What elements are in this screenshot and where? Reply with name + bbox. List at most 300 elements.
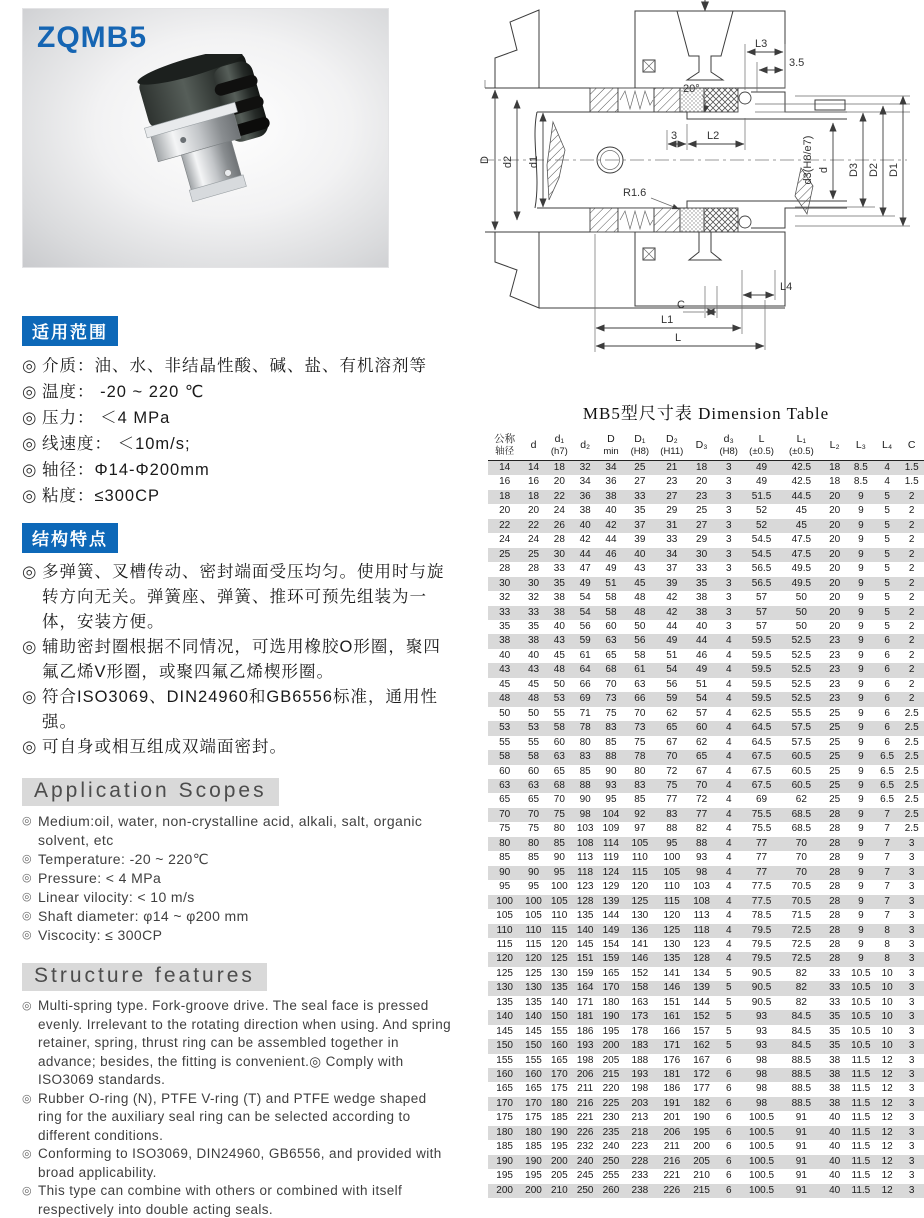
table-cell: 70: [780, 837, 822, 851]
table-cell: 150: [488, 1039, 521, 1053]
table-cell: 152: [631, 967, 649, 979]
table-cell: 175: [550, 1083, 568, 1095]
table-cell: 2: [908, 505, 915, 517]
table-cell: 240: [602, 1141, 620, 1153]
bullet-icon: ◎: [22, 929, 32, 941]
column-header: D₁ (H8): [625, 432, 656, 461]
table-row: [488, 620, 924, 634]
table-cell: 16: [527, 476, 540, 488]
column-header: d₃ (H8): [715, 432, 743, 461]
table-cell: 6: [725, 1083, 732, 1095]
table-cell: 28: [822, 952, 847, 966]
table-cell: 232: [576, 1141, 594, 1153]
table-cell: 43: [488, 663, 521, 677]
table-cell: 88.5: [780, 1097, 822, 1111]
table-cell: 240: [573, 1155, 598, 1169]
table-cell: 9: [858, 852, 864, 864]
table-cell: 9: [847, 895, 875, 909]
table-cell: 6: [884, 678, 890, 690]
bullet-icon: ◎: [22, 357, 38, 375]
table-cell: 50: [553, 678, 565, 690]
table-cell: 84.5: [780, 1010, 822, 1024]
table-cell: 152: [688, 1010, 714, 1024]
table-cell: 245: [576, 1170, 594, 1182]
table-cell: 33: [829, 967, 841, 979]
table-cell: 28: [822, 837, 847, 851]
table-cell: 28: [822, 895, 847, 909]
table-cell: 2: [908, 592, 915, 604]
table-cell: 7: [875, 808, 900, 822]
list-item: [22, 635, 454, 685]
table-cell: 70: [688, 779, 714, 793]
table-cell: 55: [553, 707, 565, 719]
table-cell: 70: [634, 707, 646, 719]
column-header: d: [521, 432, 546, 461]
table-row: [488, 793, 924, 807]
table-cell: 205: [688, 1155, 714, 1169]
table-row: [488, 736, 924, 750]
table-cell: 11.5: [847, 1184, 875, 1198]
features-cn-list: [22, 560, 454, 760]
table-row: [488, 996, 924, 1010]
table-cell: 4: [715, 779, 743, 793]
table-cell: 20: [822, 548, 847, 562]
table-cell: 88: [573, 779, 598, 793]
table-cell: 159: [576, 967, 594, 979]
table-cell: 216: [655, 1155, 688, 1169]
table-cell: 238: [625, 1184, 656, 1198]
column-header: L₃: [847, 432, 875, 461]
table-cell: 9: [858, 678, 864, 690]
table-cell: 40: [829, 1170, 841, 1182]
table-cell: 63: [521, 779, 546, 793]
list-item: [22, 685, 454, 735]
table-cell: 46: [597, 548, 624, 562]
table-cell: 115: [546, 924, 573, 938]
table-cell: 52.5: [780, 663, 822, 677]
table-cell: 73: [597, 692, 624, 706]
table-cell: 140: [573, 924, 598, 938]
table-cell: 4: [725, 794, 732, 806]
table-cell: 90: [553, 852, 565, 864]
table-cell: 165: [550, 1054, 568, 1066]
table-cell: 5: [725, 996, 732, 1008]
table-cell: 171: [576, 996, 594, 1008]
table-cell: 67.5: [743, 750, 781, 764]
table-cell: 78: [573, 721, 598, 735]
table-cell: 2.5: [904, 765, 919, 777]
table-row: [488, 475, 924, 489]
table-cell: 10.5: [847, 1010, 875, 1024]
table-cell: 45: [499, 678, 511, 690]
table-cell: 70: [521, 808, 546, 822]
table-cell: 206: [573, 1068, 598, 1082]
table-cell: 48: [625, 606, 656, 620]
table-cell: 20: [696, 476, 708, 488]
table-cell: 5: [725, 1025, 732, 1037]
table-cell: 3: [715, 519, 743, 533]
table-cell: 12: [875, 1097, 900, 1111]
table-cell: 200: [488, 1184, 521, 1198]
table-cell: 88.5: [791, 1083, 812, 1095]
list-item: [22, 457, 454, 483]
table-cell: 6: [875, 634, 900, 648]
table-cell: 72: [666, 765, 678, 777]
table-cell: 9: [847, 663, 875, 677]
table-cell: 44.5: [780, 490, 822, 504]
table-cell: 77.5: [751, 881, 772, 893]
table-cell: 47.5: [780, 548, 822, 562]
table-cell: 250: [573, 1184, 598, 1198]
table-title-cn: MB5型尺寸表: [582, 404, 693, 423]
table-cell: 100: [550, 881, 568, 893]
table-cell: 85: [579, 765, 591, 777]
table-cell: 2: [908, 534, 915, 546]
table-cell: 93: [743, 1039, 781, 1053]
table-cell: 43: [546, 634, 573, 648]
table-cell: 78: [625, 750, 656, 764]
table-cell: 195: [550, 1141, 568, 1153]
table-cell: 45: [780, 519, 822, 533]
table-cell: 140: [488, 1010, 521, 1024]
table-cell: 65: [553, 765, 565, 777]
table-cell: 11.5: [851, 1083, 871, 1095]
table-cell: 10.5: [851, 967, 871, 979]
table-cell: 82: [780, 981, 822, 995]
table-cell: 185: [525, 1141, 542, 1153]
table-cell: 40: [625, 548, 656, 562]
table-cell: 130: [521, 981, 546, 995]
table-cell: 11.5: [851, 1054, 871, 1066]
table-cell: 48: [634, 592, 646, 604]
table-cell: 150: [521, 1039, 546, 1053]
table-cell: 4: [715, 721, 743, 735]
table-row: [488, 1126, 924, 1140]
table-cell: 125: [546, 952, 573, 966]
table-row: [488, 577, 924, 591]
table-cell: 69: [755, 794, 768, 806]
table-cell: 5: [875, 490, 900, 504]
table-cell: 77.5: [743, 895, 781, 909]
table-cell: 129: [602, 881, 620, 893]
table-cell: 28: [829, 910, 841, 922]
table-row: [488, 663, 924, 677]
table-cell: 28: [822, 808, 847, 822]
table-cell: 6: [715, 1184, 743, 1198]
table-cell: 4: [715, 808, 743, 822]
table-cell: 23: [829, 649, 841, 661]
table-cell: 6: [725, 1141, 732, 1153]
list-item: [22, 353, 454, 379]
table-cell: 32: [527, 592, 540, 604]
table-cell: 28: [822, 924, 847, 938]
table-cell: 140: [521, 1010, 546, 1024]
table-cell: 90: [579, 794, 591, 806]
table-cell: 120: [521, 952, 546, 966]
table-cell: 18: [521, 490, 546, 504]
list-item-text: Pressure: < 4 MPa: [38, 870, 162, 886]
table-cell: 12: [881, 1083, 893, 1095]
table-cell: 195: [525, 1170, 542, 1182]
table-cell: 216: [573, 1097, 598, 1111]
table-cell: 4: [715, 895, 743, 909]
table-cell: 83: [655, 808, 688, 822]
table-cell: 33: [553, 563, 565, 575]
table-cell: 60.5: [780, 750, 822, 764]
section-title-features-en: Structure features: [22, 963, 267, 991]
table-cell: 158: [625, 981, 656, 995]
table-cell: 10.5: [851, 1025, 871, 1037]
table-cell: 38: [822, 1068, 847, 1082]
table-cell: 14: [521, 461, 546, 476]
table-cell: 79.5: [751, 938, 772, 950]
table-cell: 90: [521, 866, 546, 880]
table-cell: 80: [488, 837, 521, 851]
table-cell: 20: [829, 534, 841, 546]
column-header: L (±0.5): [743, 432, 781, 461]
column-header: D₃: [688, 432, 714, 461]
table-cell: 44: [573, 548, 598, 562]
table-cell: 22: [546, 490, 573, 504]
table-cell: 25: [829, 736, 841, 748]
table-cell: 83: [625, 779, 656, 793]
list-item: [22, 1145, 454, 1182]
table-cell: 88.5: [791, 1054, 812, 1066]
table-cell: 54: [688, 692, 714, 706]
table-cell: 167: [693, 1054, 710, 1066]
table-cell: 205: [602, 1054, 620, 1066]
dimension-table-section: [488, 399, 924, 1198]
table-cell: 22: [521, 519, 546, 533]
table-cell: 25: [822, 750, 847, 764]
table-cell: 113: [693, 910, 710, 922]
table-cell: 40: [822, 1126, 847, 1140]
table-cell: 9: [847, 866, 875, 880]
table-cell: 85: [499, 852, 511, 864]
table-cell: 59.5: [751, 678, 772, 690]
table-cell: 10: [875, 1010, 900, 1024]
table-cell: 4: [725, 678, 732, 690]
table-cell: 170: [546, 1068, 573, 1082]
table-cell: 3: [899, 1155, 924, 1169]
table-cell: 9: [858, 736, 864, 748]
table-cell: 151: [573, 952, 598, 966]
table-row: [488, 1082, 924, 1096]
table-cell: 6: [884, 649, 890, 661]
table-cell: 5: [715, 1010, 743, 1024]
table-cell: 10: [875, 981, 900, 995]
table-cell: 79.5: [743, 924, 781, 938]
table-cell: 52.5: [791, 649, 812, 661]
table-cell: 181: [573, 1010, 598, 1024]
table-cell: 10: [875, 1039, 900, 1053]
table-cell: 6: [715, 1126, 743, 1140]
table-cell: 95: [546, 866, 573, 880]
table-cell: 70: [655, 750, 688, 764]
table-cell: 28: [829, 881, 841, 893]
list-item: [22, 997, 454, 1090]
table-cell: 35: [688, 577, 714, 591]
table-row: [488, 808, 924, 822]
table-cell: 3: [908, 938, 915, 950]
list-item: [22, 379, 454, 405]
table-cell: 11.5: [847, 1155, 875, 1169]
list-item: [22, 926, 454, 945]
table-cell: 20: [527, 505, 540, 517]
table-cell: 6.5: [875, 779, 900, 793]
table-cell: 164: [573, 981, 598, 995]
table-row: [488, 1169, 924, 1183]
table-cell: 145: [496, 1025, 513, 1037]
table-cell: 70.5: [791, 881, 812, 893]
table-cell: 57: [696, 707, 708, 719]
table-cell: 115: [525, 938, 542, 950]
table-cell: 50: [634, 620, 646, 632]
table-cell: 9: [847, 490, 875, 504]
table-cell: 38: [822, 1097, 847, 1111]
table-cell: 120: [488, 952, 521, 966]
table-cell: 12: [881, 1170, 893, 1182]
table-cell: 215: [597, 1068, 624, 1082]
table-cell: 55.5: [791, 707, 812, 719]
table-cell: 213: [631, 1112, 649, 1124]
table-row: [488, 851, 924, 865]
table-cell: 56: [625, 634, 656, 648]
table-cell: 6.5: [875, 750, 900, 764]
table-cell: 66: [625, 692, 656, 706]
table-cell: 37: [625, 519, 656, 533]
product-card: [22, 8, 389, 268]
table-row: [488, 548, 924, 562]
table-cell: 220: [602, 1083, 620, 1095]
table-cell: 90.5: [751, 996, 772, 1008]
table-cell: 20: [822, 519, 847, 533]
table-cell: 135: [525, 996, 542, 1008]
table-cell: 195: [496, 1170, 513, 1182]
table-cell: 20: [829, 563, 841, 575]
table-cell: 69: [573, 692, 598, 706]
table-cell: 70.5: [780, 895, 822, 909]
table-cell: 57: [743, 606, 781, 620]
table-cell: 52.5: [780, 692, 822, 706]
table-cell: 54: [579, 592, 591, 604]
table-cell: 28: [822, 866, 847, 880]
table-cell: 6.5: [880, 765, 895, 777]
table-cell: 165: [525, 1083, 542, 1095]
table-cell: 93: [597, 779, 624, 793]
table-cell: 7: [884, 852, 890, 864]
table-cell: 30: [488, 577, 521, 591]
table-cell: 125: [655, 924, 688, 938]
table-cell: 200: [546, 1155, 573, 1169]
table-row: [488, 1054, 924, 1068]
table-cell: 91: [780, 1155, 822, 1169]
bullet-icon: ◎: [22, 910, 32, 922]
table-cell: 3: [899, 866, 924, 880]
table-cell: 90: [605, 765, 617, 777]
table-cell: 3: [908, 881, 915, 893]
table-cell: 25: [521, 548, 546, 562]
table-row: [488, 967, 924, 981]
table-cell: 53: [521, 721, 546, 735]
table-cell: 24: [527, 534, 540, 546]
table-cell: 88.5: [780, 1068, 822, 1082]
table-cell: 140: [550, 996, 568, 1008]
table-cell: 18: [688, 461, 714, 476]
table-cell: 65: [499, 794, 511, 806]
table-cell: 11.5: [847, 1126, 875, 1140]
table-cell: 38: [579, 505, 591, 517]
table-cell: 72.5: [780, 924, 822, 938]
table-cell: 4: [725, 765, 732, 777]
table-cell: 77: [688, 808, 714, 822]
table-cell: 60.5: [780, 779, 822, 793]
table-cell: 23: [666, 476, 678, 488]
dim-label-L1: L1: [661, 314, 674, 326]
table-cell: 80: [553, 823, 565, 835]
table-cell: 91: [780, 1126, 822, 1140]
scope-cn-list: [22, 353, 454, 509]
table-cell: 45: [553, 649, 565, 661]
list-item-text: Rubber O-ring (N), PTFE V-ring (T) and PTFE wedge shaped ring for the auxiliary seal ring can be selected according to different conditions.: [38, 1090, 427, 1143]
table-cell: 42: [597, 519, 624, 533]
table-cell: 4: [715, 634, 743, 648]
table-cell: 3: [725, 592, 732, 604]
table-cell: 5: [715, 1039, 743, 1053]
table-cell: 30: [688, 548, 714, 562]
table-cell: 59: [655, 692, 688, 706]
table-cell: 40: [499, 649, 511, 661]
table-cell: 91: [795, 1170, 807, 1182]
table-cell: 82: [795, 967, 807, 979]
table-cell: 123: [693, 938, 710, 950]
table-cell: 105: [496, 910, 513, 922]
table-cell: 125: [496, 967, 513, 979]
table-cell: 25: [829, 707, 841, 719]
table-cell: 135: [496, 996, 513, 1008]
table-cell: 200: [521, 1184, 546, 1198]
table-cell: 103: [576, 823, 594, 835]
table-cell: 110: [663, 881, 680, 893]
list-item-text: 符合ISO3069、DIN24960和GB6556标准，通用性强。: [42, 688, 438, 731]
table-cell: 6: [715, 1155, 743, 1169]
table-cell: 70: [488, 808, 521, 822]
table-cell: 175: [525, 1112, 542, 1124]
table-cell: 54.5: [751, 534, 772, 546]
table-cell: 5: [884, 534, 890, 546]
table-cell: 20: [822, 577, 847, 591]
table-cell: 60: [499, 765, 511, 777]
table-cell: 190: [546, 1126, 573, 1140]
list-item: [22, 483, 454, 509]
table-row: [488, 692, 924, 706]
table-cell: 67.5: [751, 765, 772, 777]
table-cell: 59.5: [743, 663, 781, 677]
table-cell: 70: [553, 794, 565, 806]
table-cell: 60: [605, 620, 617, 632]
table-cell: 40: [605, 505, 617, 517]
table-row: [488, 1155, 924, 1169]
bullet-icon: ◎: [22, 815, 32, 827]
table-cell: 100.5: [749, 1170, 775, 1182]
table-cell: 20: [499, 505, 511, 517]
table-cell: 110: [521, 924, 546, 938]
table-cell: 195: [602, 1025, 620, 1037]
table-cell: 203: [625, 1097, 656, 1111]
table-cell: 39: [634, 534, 646, 546]
table-cell: 88: [597, 750, 624, 764]
dim-label-3_5: 3.5: [789, 57, 805, 69]
